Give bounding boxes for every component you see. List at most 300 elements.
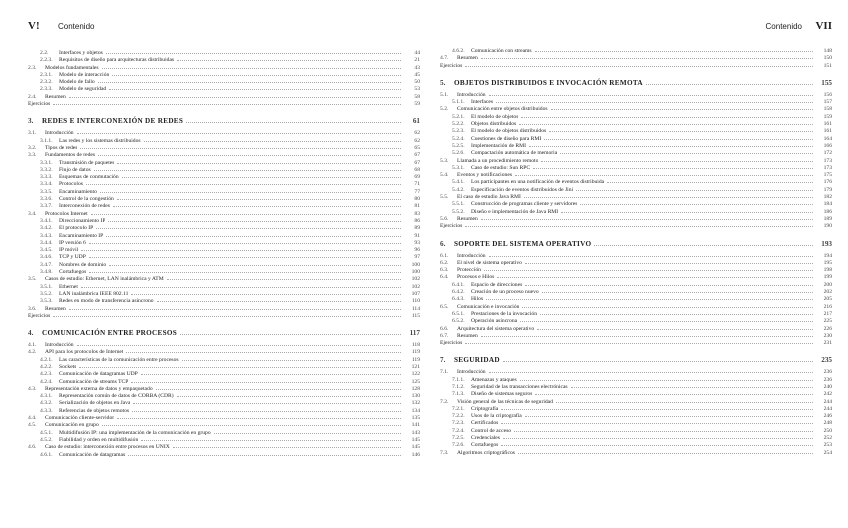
toc-entry-number: 3.3.2.	[40, 166, 53, 173]
toc-entry-title: Introducción	[45, 342, 74, 349]
dot-leader	[113, 206, 401, 207]
toc-entry-number: 4.7.	[440, 55, 449, 62]
toc-entry-title: El nivel de sistema operativo	[457, 259, 522, 266]
dot-leader	[560, 153, 813, 154]
dot-leader	[79, 367, 401, 368]
toc-entry-page: 132	[411, 400, 420, 407]
toc-entry-number: 2.2.	[40, 50, 49, 56]
toc-entry	[28, 306, 420, 313]
toc-entry-number: 2.3.1.	[40, 71, 53, 78]
toc-entry-title: Visión general de las técnicas de seguridad	[457, 398, 553, 405]
toc-entry	[28, 357, 420, 364]
toc-entry	[440, 384, 832, 391]
toc-entry-title: Representación común de datos de CORBA (CDR)	[59, 393, 174, 400]
toc-entry-number: 4.5.	[28, 422, 37, 429]
toc-entry-number: 2.4.	[28, 93, 37, 100]
toc-entry-page: 242	[823, 391, 832, 398]
toc-entry-title: Multidifusión IP: una implementación de la comunicación en grupo	[59, 429, 211, 436]
toc-entry-number: 6.1.	[440, 252, 449, 259]
toc-entry-number: 3.6.	[28, 305, 37, 312]
dot-leader	[86, 184, 401, 185]
toc-entry-title: Diseño de sistemas seguros	[471, 391, 533, 398]
toc-chapter	[440, 354, 832, 367]
toc-entry	[440, 318, 832, 325]
toc-entry-title: Esquemas de conmutación	[59, 174, 119, 181]
dot-leader	[89, 243, 401, 244]
dot-leader	[109, 265, 401, 266]
toc-entry	[28, 160, 420, 167]
toc-entry-title: Cuestiones de diseño para RMI	[471, 135, 542, 142]
toc-entry-number: 7.2.6.	[452, 442, 465, 449]
toc-entry	[440, 165, 832, 172]
toc-entry-page: 248	[823, 420, 832, 427]
toc-entry-title: Tipos de redes	[45, 144, 78, 151]
dot-leader	[173, 447, 401, 448]
toc-entry-number: 4.2.2.	[40, 363, 53, 370]
toc-entry-number: 7.1.2.	[452, 383, 465, 390]
toc-entry-page: 89	[414, 225, 420, 232]
toc-entry-number: 6.5.1.	[452, 310, 465, 317]
toc-entry-number: 5.6.	[440, 215, 449, 222]
dot-leader	[514, 431, 813, 432]
toc-entry-page: 205	[823, 296, 832, 303]
toc-entry-page: 150	[823, 55, 832, 62]
left-page-header	[28, 0, 420, 44]
toc-entry-page: 231	[823, 340, 832, 347]
toc-entry-page: 184	[823, 201, 832, 208]
toc-entry-title: Comunicación entre objetos distribuidos	[457, 106, 548, 113]
dot-leader	[521, 117, 813, 118]
toc-entry-number: 6.5.2.	[452, 318, 465, 325]
dot-leader	[53, 316, 401, 317]
toc-entry-title: Introducción	[457, 252, 486, 259]
toc-entry-title: Resumen	[457, 215, 478, 222]
toc-entry-title: Comunicación cliente-servidor	[45, 415, 115, 422]
toc-entry-title: Introducción	[457, 91, 486, 98]
dot-leader	[540, 314, 813, 315]
dot-leader	[520, 380, 813, 381]
toc-entry	[28, 408, 420, 415]
right-toc-list	[440, 48, 832, 457]
dot-leader	[117, 199, 401, 200]
toc-entry-number: 7.2.	[440, 398, 449, 405]
dot-leader	[503, 361, 813, 362]
toc-entry-title: Casos de estudio: Ethernet, LAN inalámbrica y ATM	[45, 276, 164, 283]
dot-leader	[186, 122, 401, 123]
toc-entry-title: Objetos distribuidos	[471, 121, 517, 128]
toc-entry	[28, 50, 420, 57]
toc-entry-number: 3.1.1.	[40, 137, 53, 144]
toc-entry-number: 5.1.1.	[452, 99, 465, 106]
toc-entry-page: 77	[414, 188, 420, 195]
toc-entry-page: 80	[414, 196, 420, 203]
toc-entry-page: 158	[823, 106, 832, 113]
toc-entry	[28, 276, 420, 283]
toc-entry-number: 3.4.1.	[40, 217, 53, 224]
toc-entry-number: 3.3.	[28, 152, 37, 159]
toc-entry-page: 146	[411, 451, 420, 458]
toc-entry	[440, 194, 832, 201]
toc-entry-title: Ejercicios	[440, 340, 463, 347]
toc-entry-number: 4.5.2.	[40, 436, 53, 443]
dot-leader	[533, 168, 813, 169]
toc-entry	[28, 130, 420, 137]
toc-entry-page: 172	[823, 150, 832, 157]
toc-entry-number: 4.2.3.	[40, 371, 53, 378]
toc-entry-number: 5.4.2.	[452, 186, 465, 193]
toc-entry-number: 7.2.1.	[452, 405, 465, 412]
toc-entry-number: 4.2.1.	[40, 356, 53, 363]
toc-entry-page: 68	[414, 166, 420, 173]
toc-entry-page: 43	[414, 64, 420, 71]
toc-entry	[28, 218, 420, 225]
toc-entry	[440, 55, 832, 62]
toc-entry-page: 102	[411, 276, 420, 283]
toc-entry-page: 190	[823, 223, 832, 230]
left-running-title: Contenido	[58, 22, 95, 31]
toc-entry-number: 4.5.1.	[40, 429, 53, 436]
toc-entry-number: 3.4.6.	[40, 254, 53, 261]
toc-entry-title: REDES E INTERCONEXIÓN DE REDES	[42, 117, 184, 126]
toc-entry-title: Interconexión de redes	[59, 203, 110, 210]
toc-entry-title: Ejercicios	[440, 223, 463, 230]
toc-entry	[28, 342, 420, 349]
toc-entry	[440, 369, 832, 376]
toc-entry	[28, 430, 420, 437]
toc-entry-title: Comunicación e invocación	[457, 303, 520, 310]
toc-entry	[440, 311, 832, 318]
toc-entry-title: Comunicación de streams TCP	[59, 378, 129, 385]
dot-leader	[77, 133, 401, 134]
toc-entry	[440, 150, 832, 157]
toc-entry	[440, 282, 832, 289]
toc-entry	[28, 298, 420, 305]
toc-entry-number: 4.3.	[28, 385, 37, 392]
toc-entry-title: El caso de estudio Java RMI	[457, 194, 521, 201]
toc-entry-title: COMUNICACIÓN ENTRE PROCESOS	[42, 329, 178, 338]
toc-entry-number: 5.5.2.	[452, 208, 465, 215]
dot-leader	[91, 214, 401, 215]
toc-entry-page: 189	[823, 215, 832, 222]
left-page	[28, 0, 420, 458]
toc-entry-page: 217	[823, 310, 832, 317]
dot-leader	[144, 141, 401, 142]
toc-entry-page: 156	[823, 91, 832, 98]
toc-entry-title: Los participantes en una notificación de eventos distribuida	[471, 179, 605, 186]
toc-entry-page: 173	[823, 157, 832, 164]
toc-entry	[28, 225, 420, 232]
toc-entry-page: 102	[411, 283, 420, 290]
toc-entry-number: 4.3.3.	[40, 407, 53, 414]
toc-entry-number: 2.3.2.	[40, 79, 53, 86]
toc-chapter	[440, 238, 832, 251]
toc-entry	[28, 269, 420, 276]
toc-entry-page: 244	[823, 405, 832, 412]
toc-entry-number: 3.5.2.	[40, 290, 53, 297]
toc-entry-number: 5.2.5.	[452, 142, 465, 149]
toc-entry-title: Flujo de datos	[59, 166, 91, 173]
dot-leader	[481, 219, 813, 220]
right-page	[440, 0, 832, 456]
dot-leader	[141, 440, 401, 441]
toc-entry-title: Arquitectura del sistema operativo	[457, 325, 535, 332]
toc-entry-title: Eventos y notificaciones	[457, 172, 512, 179]
toc-entry-page: 119	[411, 349, 420, 356]
dot-leader	[489, 372, 813, 373]
toc-entry-number: 4.1.	[28, 342, 37, 349]
right-page-number: VII	[815, 20, 832, 32]
dot-leader	[535, 51, 813, 52]
toc-entry	[28, 174, 420, 181]
toc-entry	[28, 349, 420, 356]
toc-entry-page: 186	[823, 208, 832, 215]
toc-entry-page: 125	[411, 378, 420, 385]
toc-entry-title: Operación asíncrona	[471, 318, 518, 325]
dot-leader	[465, 343, 813, 344]
toc-entry-number: 5.4.	[440, 172, 449, 179]
toc-entry-number: 3.4.5.	[40, 247, 53, 254]
toc-entry-title: API para los protocolos de Internet	[45, 349, 124, 356]
toc-entry-number: 3.1.	[28, 130, 37, 137]
toc-entry-number: 6.4.	[440, 274, 449, 281]
toc-entry	[28, 364, 420, 371]
toc-entry-number: 5.2.4.	[452, 135, 465, 142]
dot-leader	[141, 374, 401, 375]
toc-entry-page: 67	[414, 159, 420, 166]
dot-leader	[551, 109, 813, 110]
toc-entry	[440, 435, 832, 442]
toc-entry-title: Certificados	[471, 420, 499, 427]
toc-entry	[440, 420, 832, 427]
toc-entry-page: 53	[414, 86, 420, 93]
dot-leader	[112, 75, 401, 76]
dot-leader	[177, 60, 401, 61]
dot-leader	[501, 423, 813, 424]
toc-entry	[28, 284, 420, 291]
toc-entry-number: 5.	[440, 78, 446, 87]
toc-entry-title: Comunicación en grupo	[45, 422, 99, 429]
toc-entry	[28, 189, 420, 196]
toc-entry	[28, 181, 420, 188]
toc-entry	[28, 65, 420, 72]
toc-entry	[440, 114, 832, 121]
dot-leader	[489, 256, 813, 257]
toc-entry-title: Referencias de objetos remotos	[59, 407, 130, 414]
toc-entry-title: Resumen	[457, 55, 478, 62]
dot-leader	[524, 197, 813, 198]
toc-entry-page: 240	[823, 383, 832, 390]
toc-entry	[28, 203, 420, 210]
toc-entry-title: Sockets	[59, 363, 77, 370]
toc-entry	[440, 267, 832, 274]
toc-entry	[440, 179, 832, 186]
toc-entry	[440, 63, 832, 70]
toc-entry	[28, 57, 420, 64]
dot-leader	[535, 394, 813, 395]
dot-leader	[122, 177, 401, 178]
toc-entry-page: 67	[414, 152, 420, 159]
toc-entry-title: Diseño e implementación de Java RMI	[471, 208, 559, 215]
toc-entry	[28, 452, 420, 459]
toc-entry	[28, 422, 420, 429]
toc-entry-page: 114	[411, 305, 420, 312]
toc-entry-number: 3.3.6.	[40, 196, 53, 203]
dot-leader	[525, 285, 813, 286]
dot-leader	[556, 402, 813, 403]
toc-entry	[28, 371, 420, 378]
toc-entry-title: Hilos	[471, 296, 484, 303]
toc-entry-page: 252	[823, 435, 832, 442]
toc-entry-page: 173	[823, 164, 832, 171]
dot-leader	[102, 425, 401, 426]
toc-entry-number: 6.4.2.	[452, 289, 465, 296]
toc-entry-page: 244	[823, 398, 832, 405]
toc-entry-title: Amenazas y ataques	[471, 376, 517, 383]
toc-entry-title: Modelo de interacción	[59, 71, 110, 78]
dot-leader	[544, 139, 813, 140]
toc-entry-page: 236	[823, 376, 832, 383]
toc-entry-number: 5.3.1.	[452, 164, 465, 171]
toc-entry-page: 179	[823, 186, 832, 193]
dot-leader	[77, 345, 401, 346]
toc-entry-number: 6.6.	[440, 325, 449, 332]
toc-entry-page: 71	[414, 181, 420, 188]
dot-leader	[177, 396, 401, 397]
dot-leader	[89, 272, 401, 273]
toc-entry-page: 164	[823, 135, 832, 142]
toc-entry	[440, 99, 832, 106]
toc-entry-page: 225	[823, 318, 832, 325]
toc-entry-number: 4.2.4.	[40, 378, 53, 385]
toc-entry-title: Direccionamiento IP	[59, 217, 106, 224]
toc-entry-number: 7.1.1.	[452, 376, 465, 383]
toc-entry-title: Comunicación de datagramas	[59, 451, 126, 458]
toc-entry-page: 65	[414, 144, 420, 151]
toc-entry	[440, 450, 832, 457]
toc-entry-number: 5.2.1.	[452, 113, 465, 120]
toc-entry-number: 4.2.	[28, 349, 37, 356]
toc-entry-page: 121	[411, 363, 420, 370]
toc-entry-title: Algoritmos criptográficos	[457, 449, 515, 456]
toc-entry-title: Criptografía	[471, 405, 499, 412]
toc-entry-page: 107	[411, 290, 420, 297]
toc-entry-page: 135	[411, 415, 420, 422]
toc-entry-number: 3.4.4.	[40, 239, 53, 246]
toc-entry-page: 145	[411, 444, 420, 451]
toc-entry-title: El modelo de objetos	[471, 113, 519, 120]
dot-leader	[496, 102, 813, 103]
dot-leader	[465, 226, 813, 227]
toc-entry-title: Caso de estudio: interconexión entre procesos en UNIX	[45, 444, 170, 451]
toc-entry-page: 157	[823, 99, 832, 106]
toc-entry-number: 3.5.1.	[40, 283, 53, 290]
toc-entry-number: 3.3.7.	[40, 203, 53, 210]
toc-entry	[28, 79, 420, 86]
toc-entry-title: Requisitos de diseño para arquitecturas distribuidas	[59, 57, 175, 64]
toc-entry-number: 4.4.	[28, 415, 37, 422]
toc-entry	[28, 313, 420, 320]
toc-entry	[440, 289, 832, 296]
dot-leader	[69, 309, 401, 310]
toc-entry-page: 61	[412, 117, 420, 126]
toc-entry-number: 4.6.2.	[452, 48, 465, 54]
dot-leader	[214, 433, 401, 434]
toc-entry-title: Cortafuegos	[471, 442, 499, 449]
right-page-header	[440, 0, 832, 44]
left-toc-list	[28, 50, 420, 459]
dot-leader	[519, 124, 813, 125]
dot-leader	[503, 438, 813, 439]
toc-entry-title: TCP y UDP	[59, 254, 86, 261]
toc-entry	[440, 136, 832, 143]
toc-entry	[440, 260, 832, 267]
toc-entry	[28, 138, 420, 145]
toc-entry	[28, 262, 420, 269]
toc-entry	[28, 386, 420, 393]
toc-entry-number: 7.3.	[440, 449, 449, 456]
toc-entry-number: 5.5.1.	[452, 201, 465, 208]
toc-entry-number: 5.2.2.	[452, 121, 465, 128]
toc-entry	[28, 196, 420, 203]
dot-leader	[98, 82, 401, 83]
dot-leader	[525, 263, 813, 264]
toc-entry	[440, 399, 832, 406]
toc-entry	[440, 304, 832, 311]
toc-entry-title: Comunicación con streams	[471, 48, 532, 54]
dot-leader	[484, 270, 813, 271]
toc-entry	[28, 240, 420, 247]
toc-entry-title: Cortafuegos	[59, 269, 87, 276]
toc-entry-number: 3.3.4.	[40, 181, 53, 188]
toc-entry-page: 91	[414, 232, 420, 239]
toc-entry-page: 253	[823, 442, 832, 449]
dot-leader	[80, 148, 401, 149]
toc-entry-number: 6.2.	[440, 259, 449, 266]
toc-entry	[28, 254, 420, 261]
toc-entry-title: Credenciales	[471, 435, 500, 442]
toc-entry-number: 3.4.	[28, 210, 37, 217]
toc-entry-page: 235	[821, 356, 832, 365]
toc-entry-page: 115	[411, 312, 420, 319]
toc-entry	[440, 428, 832, 435]
toc-entry-title: Transmisión de paquetes	[59, 159, 115, 166]
toc-entry-page: 143	[411, 429, 420, 436]
toc-entry-number: 5.3.	[440, 157, 449, 164]
toc-entry-title: Prestaciones de la invocación	[471, 310, 538, 317]
dot-leader	[126, 352, 401, 353]
dot-leader	[167, 279, 401, 280]
dot-leader	[69, 97, 401, 98]
toc-entry-title: Resumen	[45, 305, 66, 312]
toc-entry-title: Caso de estudio: Sun RPC	[471, 164, 531, 171]
dot-leader	[81, 250, 401, 251]
toc-entry	[28, 437, 420, 444]
dot-leader	[501, 409, 813, 410]
toc-entry	[440, 223, 832, 230]
toc-entry	[440, 296, 832, 303]
dot-leader	[102, 68, 401, 69]
toc-entry-number: 6.4.3.	[452, 296, 465, 303]
toc-entry-title: Protocolos Internet	[45, 210, 88, 217]
toc-entry-title: Protección	[457, 267, 481, 274]
toc-entry-number: 3.5.3.	[40, 298, 53, 305]
dot-leader	[180, 334, 401, 335]
dot-leader	[580, 204, 813, 205]
dot-leader	[515, 175, 813, 176]
toc-chapter	[28, 327, 420, 340]
toc-entry-number: 2.2.3.	[40, 57, 53, 64]
dot-leader	[542, 292, 813, 293]
